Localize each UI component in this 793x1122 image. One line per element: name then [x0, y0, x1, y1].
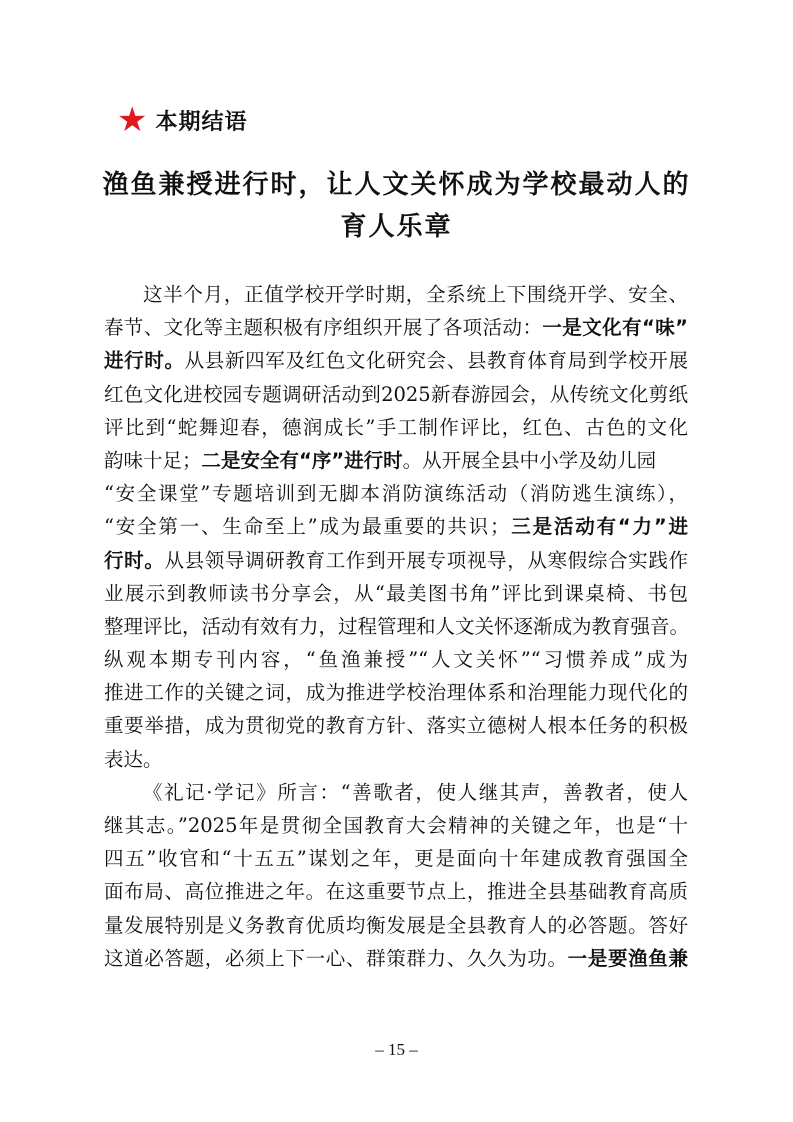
article-body — [104, 278, 688, 975]
article-title — [90, 164, 703, 248]
bold-text-span: 一是文化有“味” — [542, 316, 688, 340]
paragraph-line — [104, 344, 688, 377]
bold-text-span: 二是安全有“序”进行时 — [201, 448, 403, 472]
section-title: 本期结语 — [155, 109, 248, 135]
paragraph-line — [104, 809, 688, 842]
text-span: 整理评比，活动有效有力，过程管理和人文关怀逐渐成为教育强音。 — [104, 614, 690, 638]
paragraph-line — [104, 311, 688, 344]
bold-text-span: 进行时。 — [104, 349, 185, 373]
text-span: 四五”收官和“十五五”谋划之年，更是面向十年建成教育强国全 — [104, 847, 688, 871]
text-span: 表达。 — [104, 747, 163, 771]
text-span: 推进工作的关键之词，成为推进学校治理体系和治理能力现代化的 — [104, 681, 688, 705]
text-span: “安全课堂”专题培训到无脚本消防演练活动（消防逃生演练）， — [104, 482, 688, 506]
bold-text-span: 一是要渔鱼兼 — [567, 946, 688, 970]
paragraph-line — [104, 743, 688, 776]
red-star-icon: ★ — [117, 100, 148, 140]
text-span: 纵观本期专刊内容，“鱼渔兼授”“人文关怀”“习惯养成”成为 — [104, 648, 688, 672]
text-span: “安全第一、生命至上”成为最重要的共识； — [104, 515, 510, 539]
text-span: 。从开展全县中小学及幼儿园 — [402, 448, 657, 472]
paragraph-line — [104, 544, 688, 577]
text-span: 评比到“蛇舞迎春，德润成长”手工制作评比，红色、古色的文化 — [104, 415, 688, 439]
paragraph-line — [104, 378, 688, 411]
article-title-line-1: 渔鱼兼授进行时，让人文关怀成为学校最动人的 — [102, 170, 691, 200]
text-span: 《礼记·学记》所言：“善歌者，使人继其声，善教者，使人 — [143, 780, 688, 804]
paragraph-line — [104, 842, 688, 875]
page-number: – 15 – — [375, 1040, 418, 1059]
paragraph-line — [104, 444, 688, 477]
paragraph-line — [104, 510, 688, 543]
paragraph-line — [104, 477, 688, 510]
paragraph-line — [104, 909, 688, 942]
text-span: 继其志。”2025年是贯彻全国教育大会精神的关键之年，也是“十 — [104, 814, 688, 837]
paragraph-line — [104, 942, 688, 975]
paragraph-line — [104, 643, 688, 676]
text-span: 春节、文化等主题积极有序组织开展了各项活动： — [104, 316, 543, 340]
text-span: 重要举措，成为贯彻党的教育方针、落实立德树人根本任务的积极 — [104, 714, 688, 738]
bold-text-span: 三是活动有“力”进 — [509, 515, 688, 539]
paragraph-line — [104, 676, 688, 709]
paragraph-line — [104, 577, 688, 610]
text-span: 量发展特别是义务教育优质均衡发展是全县教育人的必答题。答好 — [104, 913, 688, 937]
bold-text-span: 行时。 — [104, 548, 165, 572]
text-span: 红色文化进校园专题调研活动到2025新春游园会，从传统文化剪纸 — [104, 382, 688, 406]
paragraph-line — [104, 709, 688, 742]
paragraph-line — [104, 278, 688, 311]
paragraph-line — [104, 411, 688, 444]
text-span: 从县新四军及红色文化研究会、县教育体育局到学校开展 — [184, 349, 688, 373]
paragraph-line — [104, 776, 688, 809]
text-span: 韵味十足； — [104, 448, 202, 472]
text-span: 这道必答题，必须上下一心、群策群力、久久为功。 — [104, 946, 568, 970]
text-span: 面布局、高位推进之年。在这重要节点上，推进全县基础教育高质 — [104, 880, 688, 904]
text-span: 这半个月，正值学校开学时期，全系统上下围绕开学、安全、 — [143, 283, 688, 306]
text-span: 业展示到教师读书分享会，从“最美图书角”评比到课桌椅、书包 — [104, 581, 688, 605]
section-heading — [117, 100, 248, 140]
paragraph-line — [104, 875, 688, 908]
article-title-line-2: 育人乐章 — [340, 212, 453, 242]
paragraph-line — [104, 610, 688, 643]
text-span: 从县领导调研教育工作到开展专项视导，从寒假综合实践作 — [164, 548, 688, 572]
